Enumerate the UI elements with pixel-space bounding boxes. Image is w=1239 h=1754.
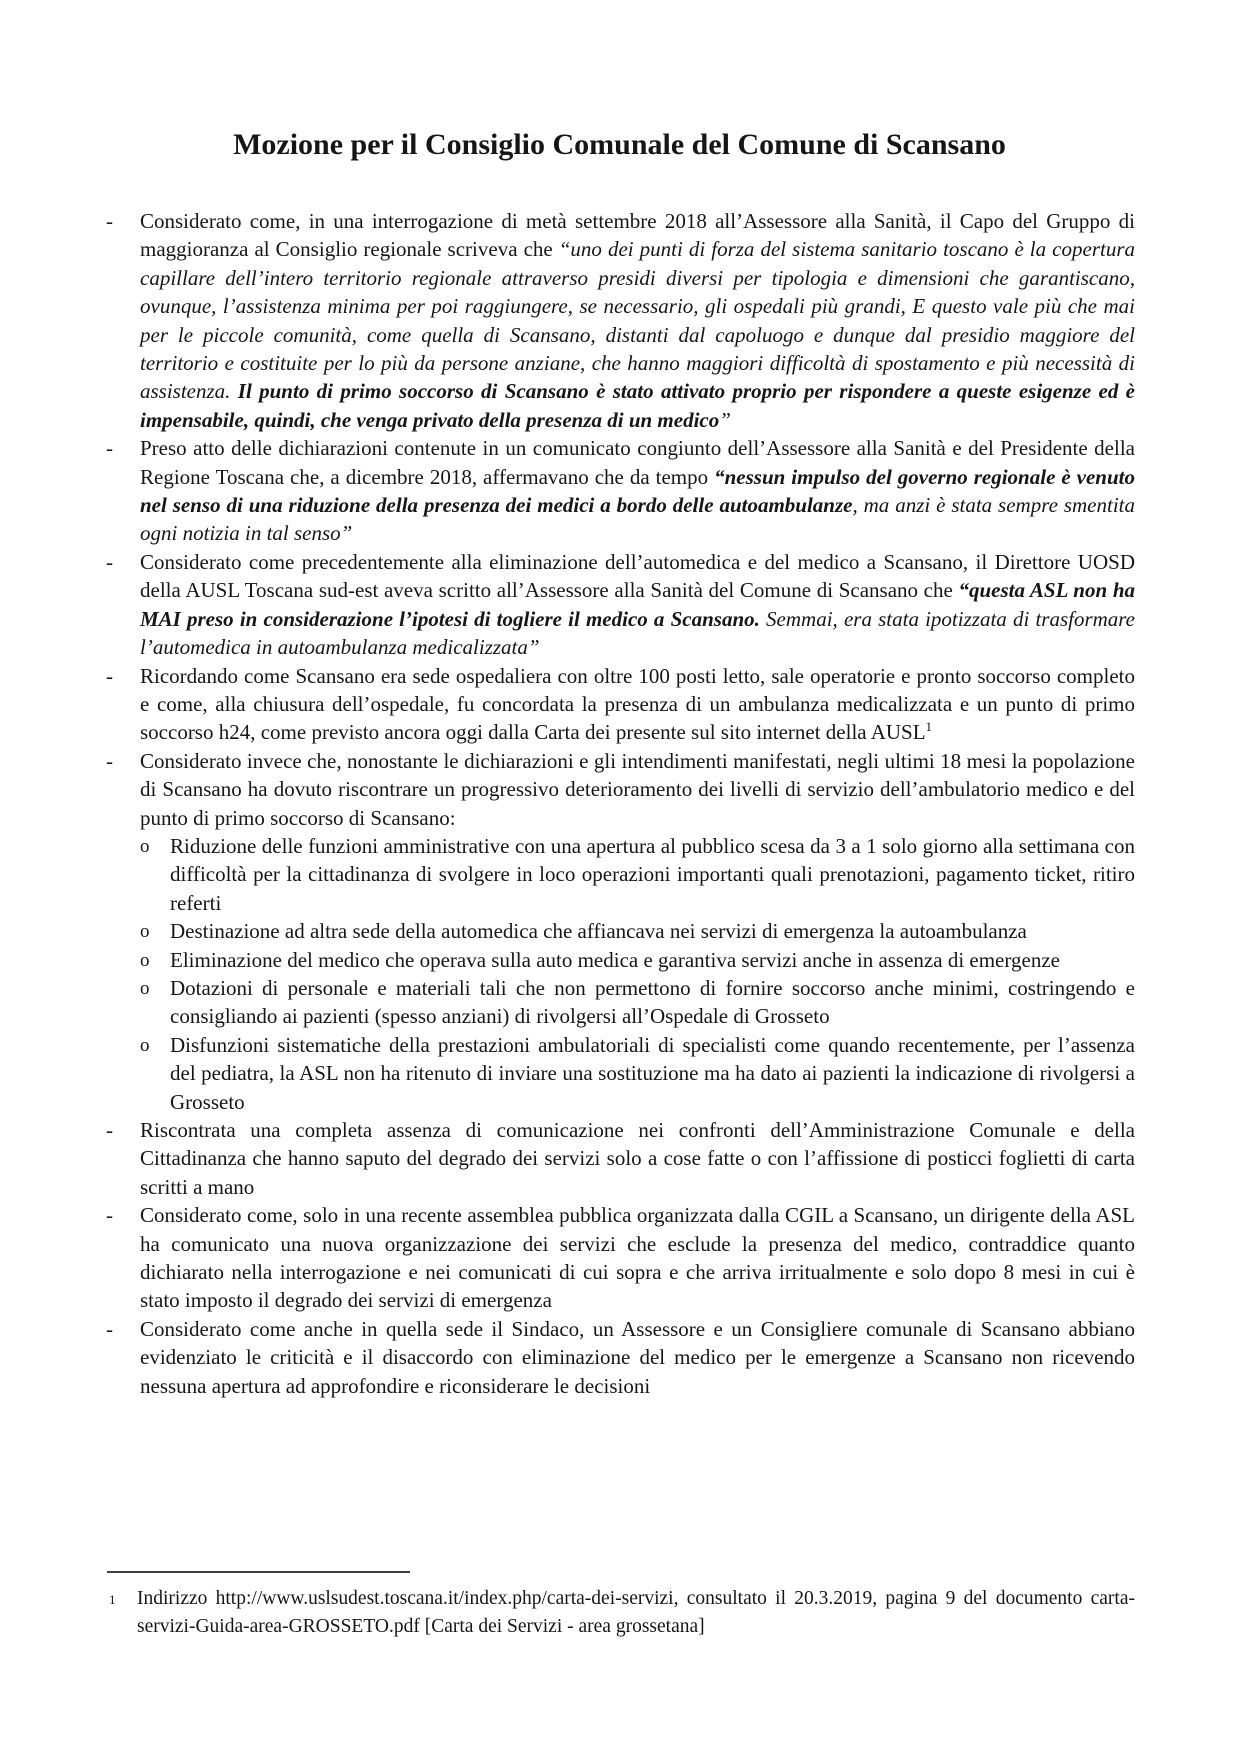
quoted-text-segment: Semmai, era stata ipotizzata di trasformare l’automedica in autoambulanza medicalizzata” <box>140 606 1136 660</box>
emphasized-quote-segment: “questa ASL non ha MAI preso in considerazione l’ipotesi di togliere il medico a Scansano. <box>140 578 1136 631</box>
sub-list-item <box>140 974 1135 1031</box>
emphasized-quote-segment: “nessun impulso del governo regionale è venuto nel senso di una riduzione della presenza dei medici a bordo delle autoambulanze <box>140 464 1136 518</box>
sub-list-item <box>140 917 1135 945</box>
footnote-separator <box>107 1571 410 1573</box>
list-item <box>106 548 1136 662</box>
footnote <box>107 1585 1135 1640</box>
text-segment: Considerato come, in una interrogazione di metà settembre 2018 all’Assessore alla Sanità, il Capo del Gruppo di maggioranza al Consiglio regionale scriveva che <box>140 209 1135 262</box>
sub-list-item <box>140 1031 1135 1116</box>
circle-bullet-marker: o <box>140 835 150 857</box>
text-segment: Destinazione ad altra sede della automedica che affiancava nei servizi di emergenza la autoambulanza <box>170 919 1027 944</box>
list-item <box>106 434 1136 548</box>
sub-bullet-list <box>140 832 1135 1116</box>
sub-list-item <box>140 946 1135 974</box>
text-segment: Eliminazione del medico che operava sulla auto medica e garantiva servizi anche in assenza di emergenze <box>170 947 1060 972</box>
list-item <box>106 1116 1135 1201</box>
sub-list-item <box>140 832 1135 917</box>
closing-quote-segment: ” <box>719 407 731 432</box>
document-title: Mozione per il Consiglio Comunale del Comune di Scansano <box>233 128 1006 161</box>
dash-bullet-marker: - <box>106 1316 113 1341</box>
text-segment: Considerato come, solo in una recente assemblea pubblica organizzata dalla CGIL a Scansano, un dirigente della ASL ha comunicato una nuova organizzazione dei servizi che esclude la presenza del medico, contraddice quanto dichiarato nella interrogazione e nei comunicati di cui sopra e che arriva irritualmente e solo dopo 8 mesi in cui è stato imposto il degrado dei servizi di emergenza <box>140 1203 1135 1313</box>
emphasized-quote-segment: Il punto di primo soccorso di Scansano è stato attivato proprio per rispondere a queste esigenze ed è impensabile, quindi, che venga privato della presenza di un medico <box>140 379 1135 432</box>
footnote-reference: 1 <box>925 719 933 735</box>
text-segment: Dotazioni di personale e materiali tali che non permettono di fornire soccorso anche minimi, costringendo e consigliando ai pazienti (spesso anziani) di rivolgersi all’Ospedale di Grosseto <box>170 975 1135 1029</box>
text-segment: Considerato invece che, nonostante le dichiarazioni e gli intendimenti manifestati, negli ultimi 18 mesi la popolazione di Scansano ha dovuto riscontrare un progressivo deterioramento dei livelli di servizio dell’ambulatorio medico e del punto di primo soccorso di Scansano: <box>140 748 1135 830</box>
quoted-text-segment: “uno dei punti di forza del sistema sanitario toscano è la copertura capillare dell’intero territorio regionale attraverso presidi diversi per tipologia e dimensioni che garantiscano, ovunque, l’assistenza minima per poi raggiungere, se necessario, gli ospedali più grandi, E questo vale più che mai per le piccole comunità, come quella di Scansano, distanti dal capoluogo e dunque dal presidio maggiore del territorio e costituite per lo più da persone anziane, che hanno maggiori difficoltà di spostamento e più necessità di assistenza. <box>140 237 1135 404</box>
text-segment: Disfunzioni sistematiche della prestazioni ambulatoriali di specialisti come quando recentemente, per l’assenza del pediatra, la ASL non ha ritenuto di inviare una sostituzione ma ha dato ai pazienti la indicazione di rivolgersi a Grosseto <box>170 1032 1135 1114</box>
text-segment: Riscontrata una completa assenza di comunicazione nei confronti dell’Amministrazione Comunale e della Cittadinanza che hanno saputo del degrado dei servizi solo a cose fatte o con l’affissione di posticci foglietti di carta scritti a mano <box>140 1118 1135 1199</box>
dash-bullet-marker: - <box>106 549 113 574</box>
dash-bullet-marker: - <box>106 436 113 461</box>
text-segment: Considerato come precedentemente alla eliminazione dell’automedica e del medico a Scansano, il Direttore UOSD della AUSL Toscana sud-est aveva scritto all’Assessore alla Sanità del Comune di Scansano che <box>140 549 1135 603</box>
circle-bullet-marker: o <box>140 1034 150 1056</box>
bullet-list <box>106 207 1136 1400</box>
dash-bullet-marker: - <box>106 1203 113 1228</box>
circle-bullet-marker: o <box>140 949 150 971</box>
list-item <box>106 662 1135 747</box>
list-item <box>106 1201 1135 1315</box>
list-item <box>106 1315 1135 1400</box>
list-item <box>106 747 1135 1116</box>
text-segment: Considerato come anche in quella sede il Sindaco, un Assessore e un Consigliere comunale di Scansano abbiano evidenziato le criticità e il disaccordo con eliminazione del medico per le emergenze a Scansano non ricevendo nessuna apertura ad approfondire e riconsiderare le decisioni <box>140 1316 1135 1398</box>
text-segment: Riduzione delle funzioni amministrative con una apertura al pubblico scesa da 3 a 1 solo giorno alla settimana con difficoltà per la cittadinanza di svolgere in loco operazioni importanti quali prenotazioni, pagamento ticket, ritiro referti <box>170 833 1135 915</box>
dash-bullet-marker: - <box>106 209 113 233</box>
dash-bullet-marker: - <box>106 1118 113 1142</box>
dash-bullet-marker: - <box>106 663 113 688</box>
text-segment: Preso atto delle dichiarazioni contenute in un comunicato congiunto dell’Assessore alla Sanità e del Presidente della Regione Toscana che, a dicembre 2018, affermavano che da tempo <box>140 436 1135 489</box>
circle-bullet-marker: o <box>140 977 150 999</box>
quoted-text-segment: , ma anzi è stata sempre smentita ogni notizia in tal senso” <box>140 493 1135 546</box>
footnote-number: 1 <box>109 1592 116 1607</box>
list-item <box>106 207 1135 434</box>
circle-bullet-marker: o <box>140 921 150 943</box>
dash-bullet-marker: - <box>106 748 113 773</box>
text-segment: Ricordando come Scansano era sede ospedaliera con oltre 100 posti letto, sale operatorie e pronto soccorso completo e come, alla chiusura dell’ospedale, fu concordata la presenza di un ambulanza medicalizzata e un punto di primo soccorso h24, come previsto ancora oggi dalla Carta dei presente sul sito internet della AUSL <box>140 663 1135 745</box>
footnote-text: Indirizzo http://www.uslsudest.toscana.it/index.php/carta-dei-servizi, consultato il 20.3.2019, pagina 9 del documento carta-servizi-Guida-area-GROSSETO.pdf [Carta dei Servizi - area grossetana] <box>137 1588 1135 1637</box>
